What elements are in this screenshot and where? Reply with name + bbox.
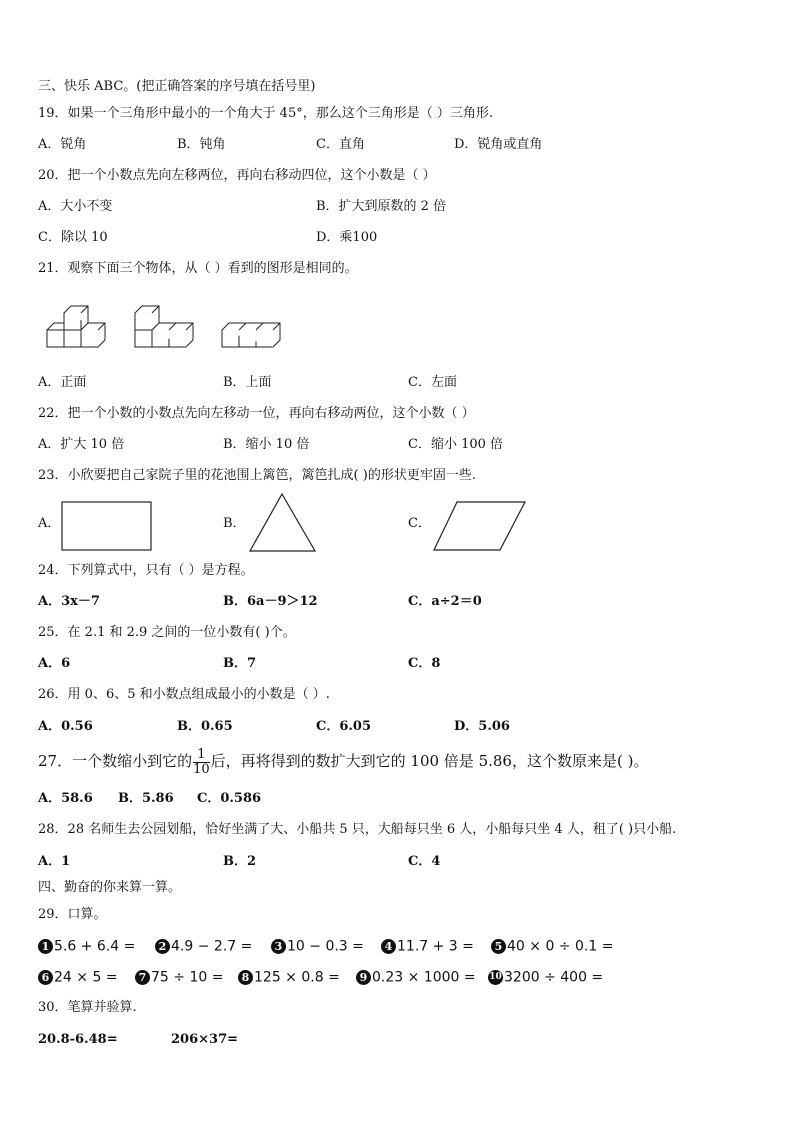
mental-math-item <box>38 967 118 986</box>
q21-option-b: B．上面 <box>223 375 272 390</box>
section-3-heading: 三、快乐 ABC。(把正确答案的序号填在括号里) <box>38 79 316 94</box>
section-4-heading: 四、勤奋的你来算一算。 <box>38 880 182 895</box>
mental-math-item <box>38 936 135 955</box>
question-22: 22．把一个小数的小数点先向左移动一位，再向右移动两位，这个小数（ ） <box>38 406 475 421</box>
triangle-shape <box>248 492 318 554</box>
mental-math-item <box>271 936 364 955</box>
q19-option-b: B．钝角 <box>177 137 226 152</box>
expression: 5.6 + 6.4 = <box>54 938 136 955</box>
expression: 11.7 + 3 = <box>397 938 474 955</box>
q27-option-b: B．5.86 <box>118 791 174 806</box>
q25-option-b: B．7 <box>223 656 257 671</box>
circled-number: 4 <box>381 939 396 954</box>
q20-option-d: D．乘100 <box>316 230 378 245</box>
q26-option-d: D．5.06 <box>454 719 510 734</box>
q24-option-a: A．3x－7 <box>38 594 100 609</box>
question-24: 24．下列算式中，只有（ ）是方程。 <box>38 563 254 578</box>
q27-option-c: C．0.586 <box>197 791 262 806</box>
rectangle-shape <box>60 500 154 553</box>
question-30: 30．笔算并验算. <box>38 1000 137 1015</box>
q27-text-start: 27．一个数缩小到它的 <box>38 752 193 770</box>
mental-math-item <box>491 936 613 955</box>
question-29: 29．口算。 <box>38 907 107 922</box>
expression: 10 − 0.3 = <box>287 938 364 955</box>
mental-math-item <box>135 967 223 986</box>
q28-option-c: C．4 <box>408 854 441 869</box>
q19-option-a: A．锐角 <box>38 137 87 152</box>
expression: 75 ÷ 10 = <box>151 969 224 986</box>
q22-option-b: B．缩小 10 倍 <box>223 437 310 452</box>
q22-option-a: A．扩大 10 倍 <box>38 437 125 452</box>
q20-option-a: A．大小不变 <box>38 199 113 214</box>
q27-option-a: A．58.6 <box>38 791 93 806</box>
q26-option-b: B．0.65 <box>177 719 233 734</box>
q25-option-a: A．6 <box>38 656 71 671</box>
q19-option-d: D．锐角或直角 <box>454 137 543 152</box>
question-25: 25．在 2.1 和 2.9 之间的一位小数有( )个。 <box>38 625 296 640</box>
question-28: 28．28 名师生去公园划船，恰好坐满了大、小船共 5 只，大船每只坐 6 人，小船每只坐 4 人，租了( )只小船. <box>38 822 677 837</box>
q21-option-a: A．正面 <box>38 375 87 390</box>
expression: 0.23 × 1000 = <box>372 969 476 986</box>
circled-number: 1 <box>38 939 53 954</box>
q26-option-c: C．6.05 <box>316 719 372 734</box>
mental-math-item <box>488 967 603 986</box>
q28-option-b: B．2 <box>223 854 257 869</box>
cube-figure-1 <box>47 306 105 347</box>
question-26: 26．用 0、6、5 和小数点组成最小的小数是（ ）. <box>38 687 330 702</box>
question-23: 23．小欣要把自己家院子里的花池围上篱笆，篱笆扎成( )的形状更牢固一些. <box>38 468 476 483</box>
expression: 4.9 − 2.7 = <box>171 938 253 955</box>
question-27 <box>38 746 648 777</box>
q19-option-c: C．直角 <box>316 137 365 152</box>
q25-option-c: C．8 <box>408 656 441 671</box>
written-calc-1: 20.8-6.48= <box>38 1032 118 1047</box>
written-calc-2: 206×37= <box>171 1032 239 1047</box>
circled-number: 8 <box>238 970 253 985</box>
q27-text-end: 后，再将得到的数扩大到它的 100 倍是 5.86，这个数原来是( )。 <box>210 752 649 770</box>
q24-option-b: B．6a－9＞12 <box>223 594 318 609</box>
circled-number: 6 <box>38 970 53 985</box>
circled-number: 10 <box>488 970 503 985</box>
expression: 24 × 5 = <box>54 969 118 986</box>
question-21: 21．观察下面三个物体，从（ ）看到的图形是相同的。 <box>38 261 358 276</box>
expression: 3200 ÷ 400 = <box>504 969 604 986</box>
cube-figure-3 <box>222 323 280 347</box>
fraction-denominator: 10 <box>193 761 210 777</box>
mental-math-item <box>238 967 340 986</box>
fraction-numerator: 1 <box>197 746 206 762</box>
mental-math-row-1 <box>38 936 658 956</box>
circled-number: 2 <box>155 939 170 954</box>
mental-math-item <box>356 967 476 986</box>
mental-math-item <box>155 936 252 955</box>
expression: 125 × 0.8 = <box>254 969 340 986</box>
q23-option-a: A． <box>38 516 61 531</box>
q24-option-c: C．a÷2＝0 <box>408 594 482 609</box>
circled-number: 7 <box>135 970 150 985</box>
question-20: 20．把一个小数点先向左移两位，再向右移动四位，这个小数是（ ） <box>38 168 436 183</box>
q28-option-a: A．1 <box>38 854 71 869</box>
mental-math-item <box>381 936 474 955</box>
q20-option-b: B．扩大到原数的 2 倍 <box>316 199 447 214</box>
circled-number: 3 <box>271 939 286 954</box>
parallelogram-shape <box>432 500 528 553</box>
cube-figure-2 <box>135 306 193 347</box>
q23-option-b: B． <box>223 516 246 531</box>
q20-option-c: C．除以 10 <box>38 230 108 245</box>
fraction-one-tenth <box>193 748 210 777</box>
question-19: 19．如果一个三角形中最小的一个角大于 45°，那么这个三角形是（ ）三角形. <box>38 106 493 121</box>
cube-figures <box>40 300 290 355</box>
q21-option-c: C．左面 <box>408 375 457 390</box>
circled-number: 9 <box>356 970 371 985</box>
q22-option-c: C．缩小 100 倍 <box>408 437 504 452</box>
mental-math-row-2 <box>38 967 658 987</box>
q26-option-a: A．0.56 <box>38 719 93 734</box>
q23-option-c: C． <box>408 516 431 531</box>
expression: 40 × 0 ÷ 0.1 = <box>507 938 614 955</box>
circled-number: 5 <box>491 939 506 954</box>
